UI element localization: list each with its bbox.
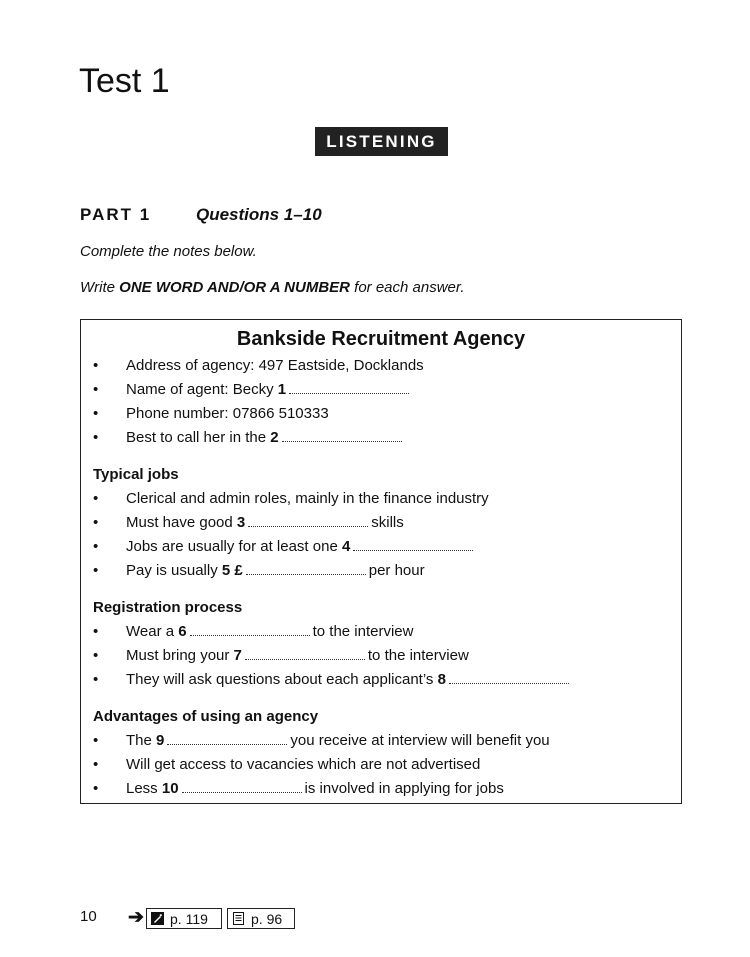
part-heading bbox=[80, 205, 322, 225]
question-number: 6 bbox=[178, 623, 187, 640]
answer-blank[interactable] bbox=[182, 790, 302, 793]
question-number: 10 bbox=[161, 780, 179, 797]
answer-blank[interactable] bbox=[190, 633, 310, 636]
test-title: Test 1 bbox=[79, 62, 170, 100]
audio-reference-link[interactable]: p. 119 bbox=[146, 908, 222, 929]
audio-script-icon bbox=[151, 912, 164, 925]
question-number: 4 bbox=[341, 538, 351, 555]
question-number: 9 bbox=[156, 732, 165, 749]
answer-blank[interactable] bbox=[282, 439, 402, 442]
answer-blank[interactable] bbox=[289, 391, 409, 394]
questions-label: Questions 1–10 bbox=[196, 205, 322, 224]
answer-blank[interactable] bbox=[248, 524, 368, 527]
answer-blank[interactable] bbox=[167, 742, 287, 745]
part-label: PART 1 bbox=[80, 205, 152, 224]
answer-blank[interactable] bbox=[449, 681, 569, 684]
word-limit-emphasis: ONE WORD AND/OR A NUMBER bbox=[119, 279, 350, 296]
question-number: 1 bbox=[277, 381, 287, 398]
instruction-word-limit: Write ONE WORD AND/OR A NUMBER for each answer. bbox=[80, 279, 465, 296]
notes-box: Bankside Recruitment Agency • Address of agency: 497 Eastside, Docklands • Name of agent: Becky 1 • Phone number: 07866 510333 • Best to call her in the 2 Typical jobs • Clerical and admin roles, mainly in the finance industry • Must have good 3 skills • Jobs are usually for at least one 4 • Pay is usually 5 £ per hour Registration process • Wear a 6 to the interview • Must bring your 7 to the interview • They will ask questions about each applicant’s 8 Advantages of using an agency • The 9 you receive at interview will benefit you • Will get access to vacancies which are not advertised • Less 10 is involved in applying for jobs bbox=[80, 319, 682, 804]
answer-blank[interactable] bbox=[353, 548, 473, 551]
section-registration: Registration process bbox=[93, 599, 243, 616]
answer-key-reference-link[interactable]: p. 96 bbox=[227, 908, 295, 929]
section-advantages: Advantages of using an agency bbox=[93, 708, 319, 725]
section-typical-jobs: Typical jobs bbox=[93, 466, 179, 483]
document-icon bbox=[232, 912, 245, 925]
section-badge: LISTENING bbox=[315, 127, 448, 156]
question-number: 3 bbox=[236, 514, 246, 531]
answer-blank[interactable] bbox=[246, 572, 366, 575]
question-number: 5 £ bbox=[221, 562, 243, 579]
question-number: 8 bbox=[437, 671, 446, 688]
question-number: 7 bbox=[233, 647, 242, 664]
instruction-complete: Complete the notes below. bbox=[80, 243, 257, 260]
page-number: 10 bbox=[80, 908, 97, 925]
question-number: 2 bbox=[270, 429, 279, 446]
arrow-right-icon: ➔ bbox=[128, 907, 144, 928]
notes-title: Bankside Recruitment Agency bbox=[236, 328, 526, 350]
answer-blank[interactable] bbox=[245, 657, 365, 660]
